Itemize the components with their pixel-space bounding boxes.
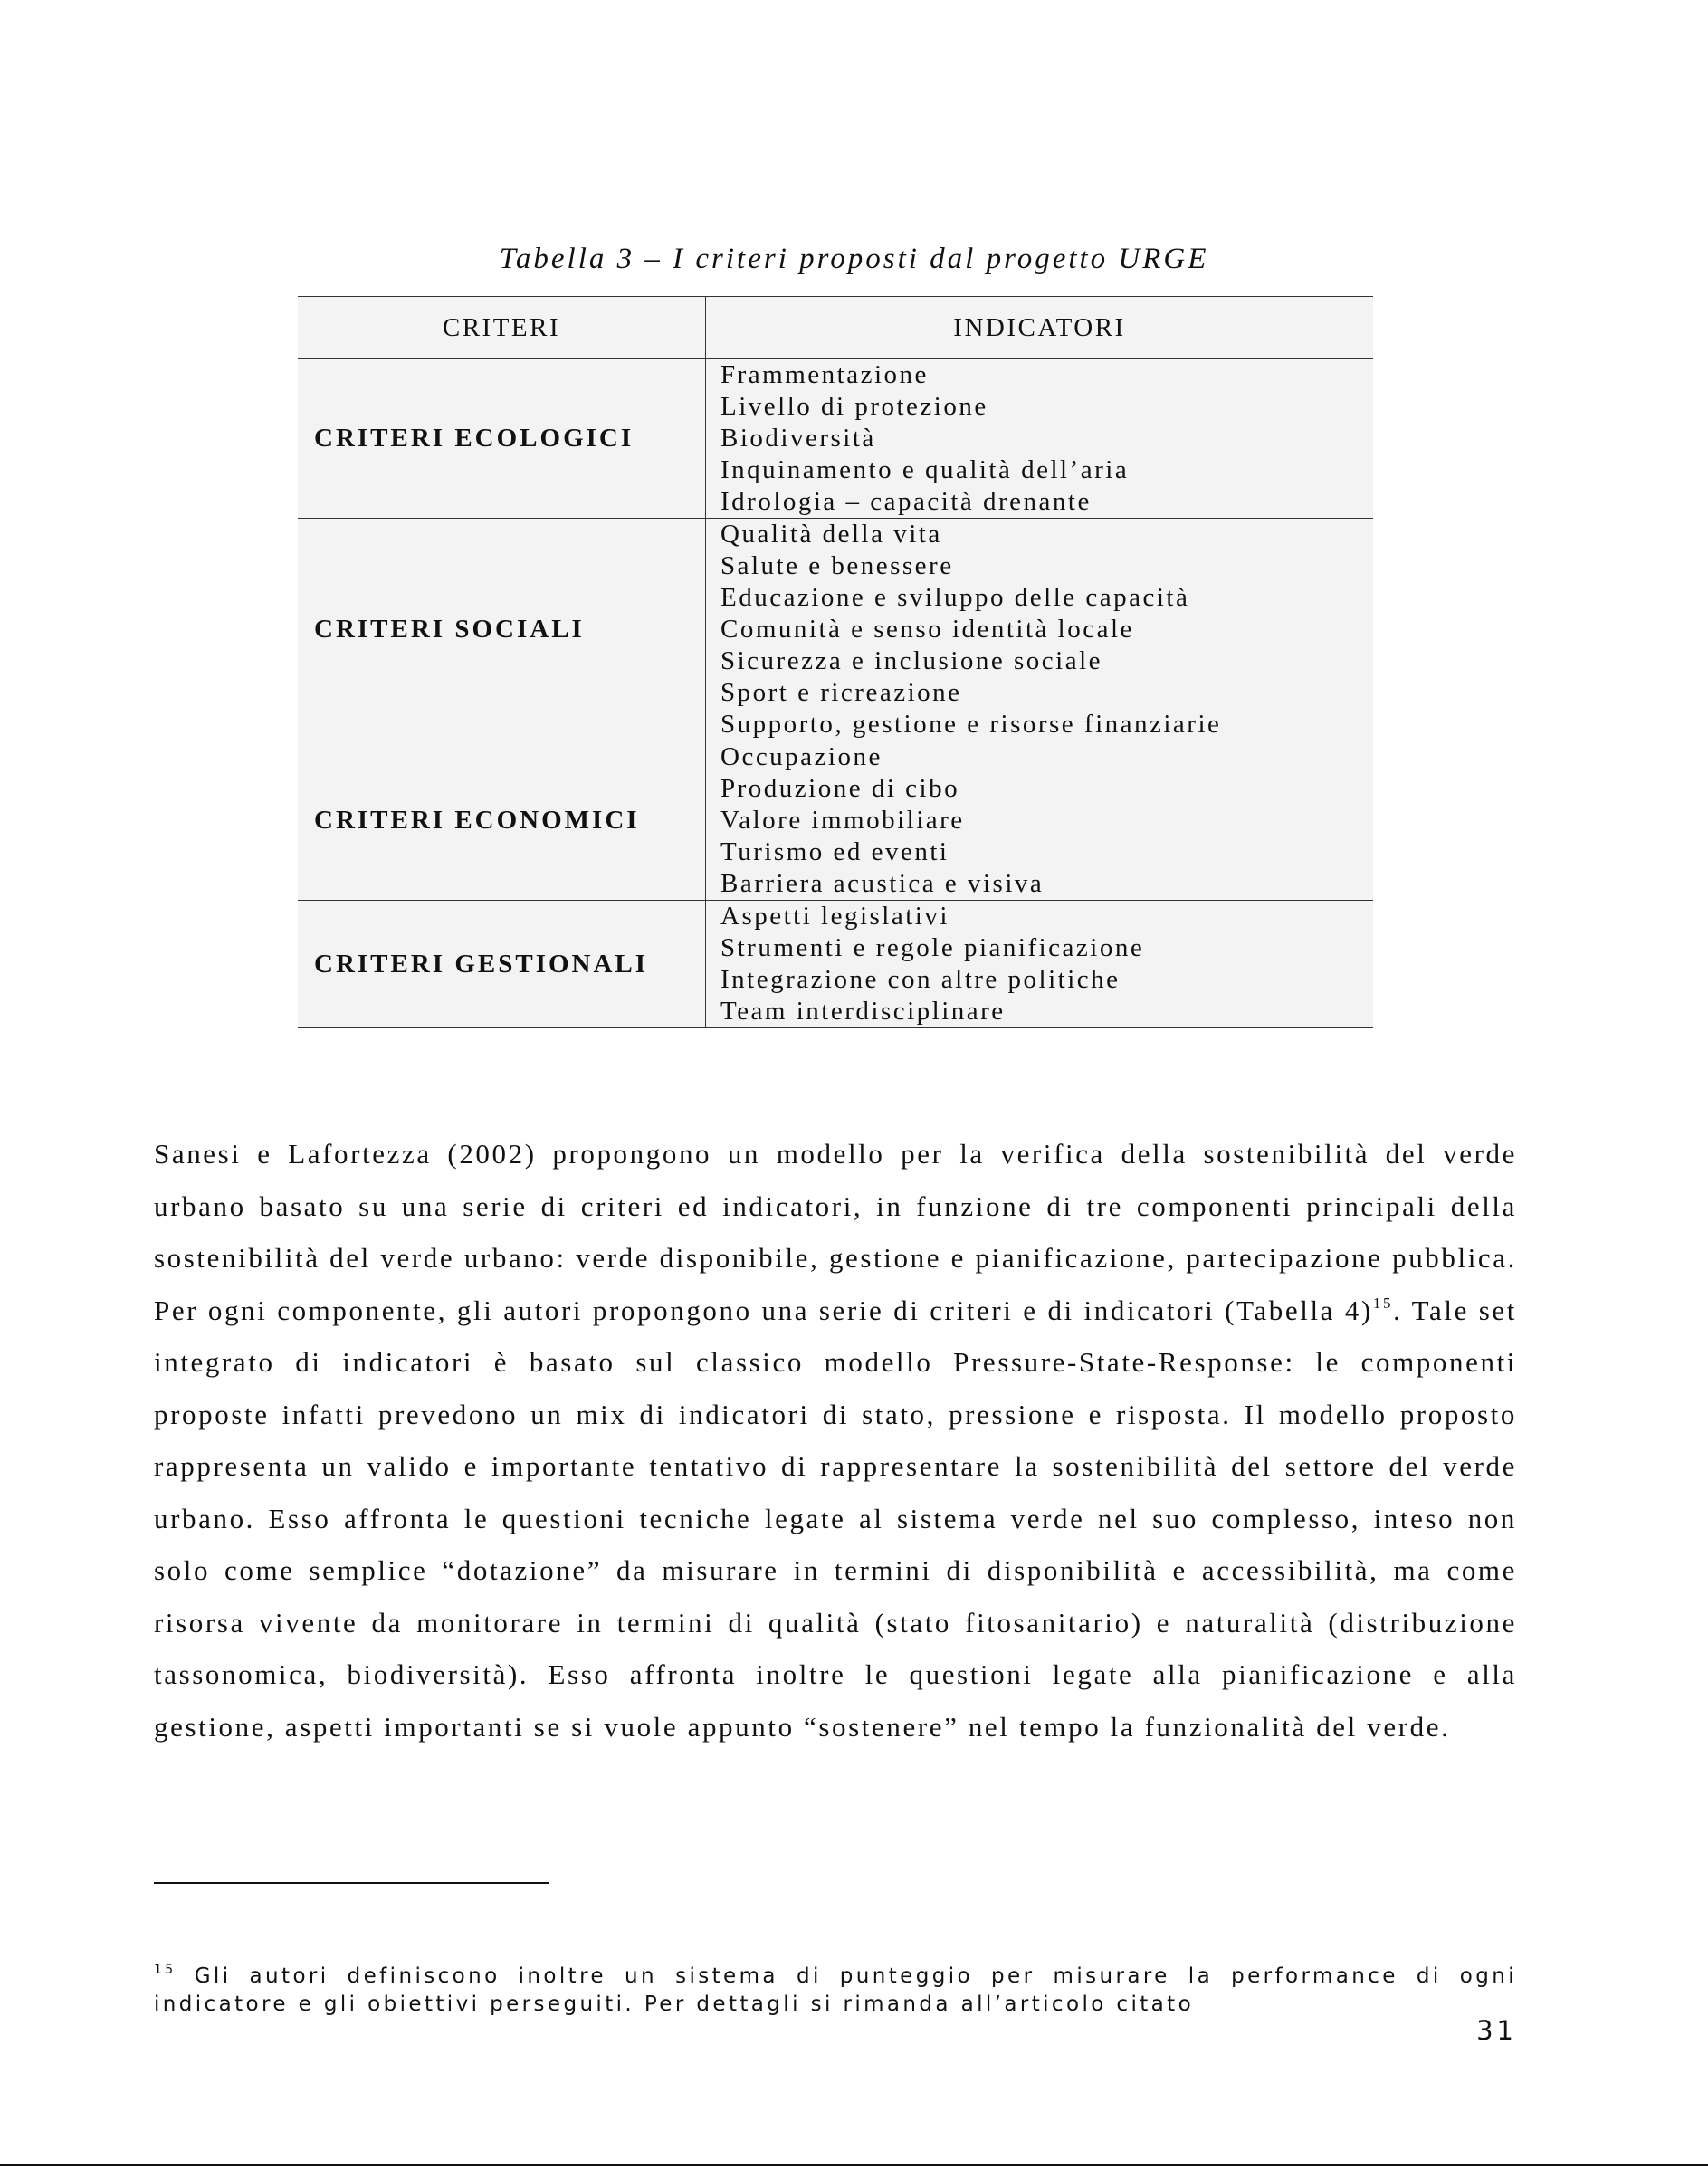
indicator: Strumenti e regole pianificazione	[720, 933, 1145, 962]
footnote-text: Gli autori definiscono inoltre un sistema di punteggio per misurare la performance di ogni indicatore e gli obiettivi perseguiti. Per dettagli si rimanda all’articolo citato	[154, 1964, 1517, 2016]
indicator: Turismo ed eventi	[720, 837, 949, 866]
bottom-border	[0, 2164, 1708, 2166]
indicator: Sicurezza e inclusione sociale	[720, 646, 1103, 675]
footnote-number: 15	[154, 1963, 177, 1977]
indicatori-cell	[706, 741, 1374, 901]
header-indicatori: INDICATORI	[706, 297, 1374, 359]
body-text-part2: . Tale set integrato di indicatori è basato sul classico modello Pressure-State-Response: le componenti proposte infatti prevedono un mix di indicatori di stato, pressione e risposta. Il modello proposto rappresenta un valido e importante tentativo di rappresentare la sostenibilità del settore del verde urbano. Esso affronta le questioni tecniche legate al sistema verde nel suo complesso, inteso non solo come semplice “dotazione” da misurare in termini di disponibilità e accessibilità, ma come risorsa vivente da monitorare in termini di qualità (stato fitosanitario) e naturalità (distribuzione tassonomica, biodiversità). Esso affronta inoltre le questioni legate alla pianificazione e alla gestione, aspetti importanti se si vuole appunto “sostenere” nel tempo la funzionalità del verde.	[154, 1294, 1517, 1743]
criterio-cell: CRITERI GESTIONALI	[298, 901, 706, 1028]
footnote-separator	[154, 1882, 549, 1884]
indicator: Comunità e senso identità locale	[720, 615, 1134, 644]
criterio-cell: CRITERI SOCIALI	[298, 519, 706, 741]
body-paragraph	[154, 1128, 1517, 1753]
table-row	[298, 741, 1373, 901]
indicator: Frammentazione	[720, 360, 929, 389]
indicator: Educazione e sviluppo delle capacità	[720, 583, 1190, 612]
table-header-row	[298, 297, 1373, 359]
indicator: Aspetti legislativi	[720, 902, 949, 931]
body-text-part1: Sanesi e Lafortezza (2002) propongono un modello per la verifica della sostenibilità del verde urbano basato su una serie di criteri ed indicatori, in funzione di tre componenti principali della sostenibilità del verde urbano: verde disponibile, gestione e pianificazione, partecipazione pubblica. Per ogni componente, gli autori propongono una serie di criteri e di indicatori (Tabella 4)	[154, 1138, 1517, 1326]
header-criteri: CRITERI	[298, 297, 706, 359]
footnote	[154, 1963, 1517, 2019]
indicator: Idrologia – capacità drenante	[720, 487, 1092, 516]
criterio-cell: CRITERI ECONOMICI	[298, 741, 706, 901]
indicatori-cell	[706, 359, 1374, 519]
indicatori-cell	[706, 519, 1374, 741]
indicator: Integrazione con altre politiche	[720, 965, 1121, 994]
indicator: Barriera acustica e visiva	[720, 869, 1045, 898]
indicator: Team interdisciplinare	[720, 997, 1006, 1026]
indicator: Salute e benessere	[720, 551, 954, 580]
indicator: Qualità della vita	[720, 520, 942, 549]
table-row	[298, 359, 1373, 519]
criteria-table	[298, 296, 1373, 1028]
footnote-reference: 15	[1372, 1294, 1394, 1312]
indicator: Valore immobiliare	[720, 806, 965, 835]
table-row	[298, 901, 1373, 1028]
indicator: Occupazione	[720, 742, 883, 771]
criterio-cell: CRITERI ECOLOGICI	[298, 359, 706, 519]
indicator: Sport e ricreazione	[720, 678, 962, 707]
indicator: Inquinamento e qualità dell’aria	[720, 455, 1130, 484]
indicator: Livello di protezione	[720, 392, 988, 421]
table-caption: Tabella 3 – I criteri proposti dal progetto URGE	[499, 243, 1209, 275]
page-number: 31	[1476, 2015, 1517, 2046]
indicatori-cell	[706, 901, 1374, 1028]
indicator: Produzione di cibo	[720, 774, 960, 803]
indicator: Supporto, gestione e risorse finanziarie	[720, 710, 1222, 739]
table-row	[298, 519, 1373, 741]
indicator: Biodiversità	[720, 424, 876, 453]
